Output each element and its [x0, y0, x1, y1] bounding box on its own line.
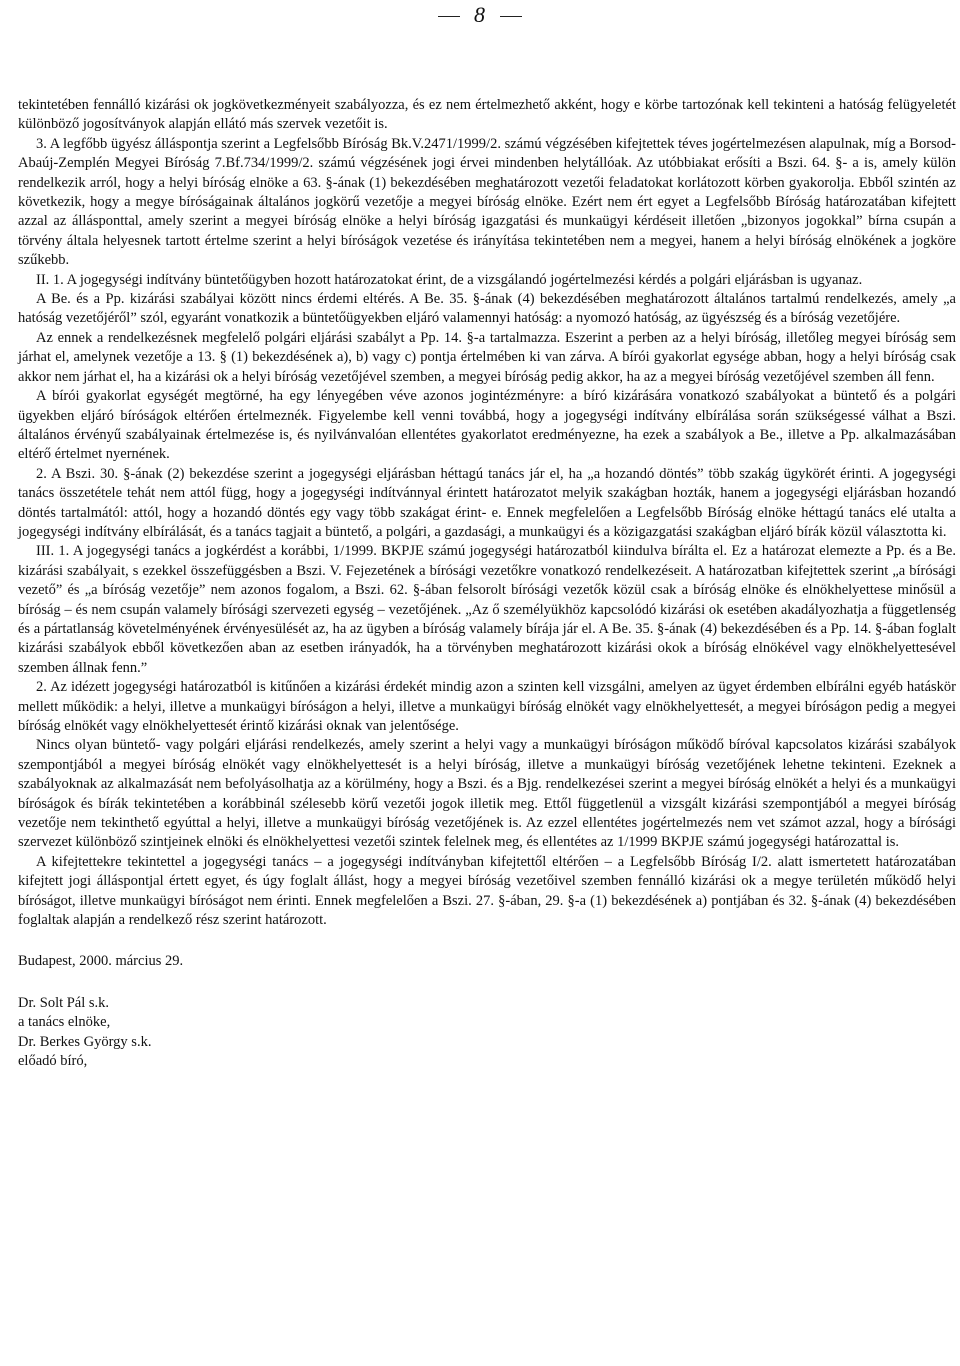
signer-1-name: Dr. Solt Pál s.k. — [18, 994, 110, 1011]
closing-block — [18, 952, 956, 1071]
paragraph: II. 1. A jogegységi indítvány büntetőügyben hozott határozatokat érint, de a vizsgálandó jogértelmezési kérdés a polgári eljárásban is ugyanaz. — [36, 271, 863, 288]
signer-2-role: előadó bíró, — [18, 1053, 88, 1070]
paragraph: Az ennek a rendelkezésnek megfelelő polgári eljárási szabályt a Pp. 14. §-a tartalmazza. Eszerint a perben az a helyi bíróság, illetőleg megyei bíróság sem járhat el, amelynek vezetője a 13. § (1) bekezdésének a), b) vagy c) pontja értelmében ki van zárva. A bírói gyakorlat egysége abban, hogy a helyi bíróság csak akkor nem járhat el, ha a kizárási ok a helyi bíróság vezetőjével szemben, a megyei bíróság pedig akkor, ha az a megyei bíróság vezetőjével szemben áll fenn. — [18, 329, 956, 385]
signer-2-name: Dr. Berkes György s.k. — [18, 1033, 152, 1050]
page-header — [0, 2, 960, 28]
paragraph: 2. Az idézett jogegységi határozatból is kitűnően a kizárási érdekét mindig azon a szinten kell vizsgálni, amelyen az ügyet érdemben elbírálni egyéb hatáskör mellett működik: a helyi, illetve a munkaügyi bíróságon a helyi, illetve a munkaügyi bíróság elnökét vagy elnökhelyettesét, a megyei bíróságon pedig a megyei bíróság elnökét vagy elnökhelyettesét érintő kizárási oknak van jelentősége. — [18, 679, 956, 734]
paragraph: A Be. és a Pp. kizárási szabályai között nincs érdemi eltérés. A Be. 35. §-ának (4) bekezdésében meghatározott általános tartalmú rendelkezés, amely „a hatóság vezetőjéről” szól, egyaránt vonatkozik a büntetőügyekben eljáró valamennyi hatóság: a nyomozó hatóság, az ügyészség és a bíróság vezetőjére. — [18, 291, 956, 327]
header-dash-left — [438, 16, 460, 17]
header-dash-right — [500, 16, 522, 17]
document-body — [18, 96, 956, 1072]
paragraph: A kifejtettekre tekintettel a jogegységi tanács – a jogegységi indítványban kifejtettől eltérően – a Legfelsőbb Bíróság I/2. alatt ismertetett határozatában kifejtett jogi álláspontjal értett egyet, és úgy foglalt állást, hogy a megyei bíróság vezetőivel szemben fennálló kizárási ok a megye területén működő helyi bíróságot, illetve munkaügyi bíróságot nem érinti. Ennek megfelelően a Bszi. 27. §-ában, 29. §-a (1) bekezdésének a) pontjában és 32. §-ának (4) bekezdésében foglaltak alapján a rendelkező rész szerint határozott. — [18, 853, 956, 929]
paragraph-list — [18, 96, 956, 930]
paragraph: tekintetében fennálló kizárási ok jogkövetkezményeit szabályozza, és ez nem értelmezhető akként, hogy e körbe tartozónak kell tekinteni a hatóság felügyeletét különböző jogosítványok alapján ellátó más szervek vezetőit is. — [18, 97, 956, 133]
paragraph: Nincs olyan büntető- vagy polgári eljárási rendelkezés, amely szerint a helyi vagy a munkaügyi bíróságon működő bíróval kapcsolatos kizárási szabályok szempontjából a megyei bíróság elnökét vagy elnökhelyettesét is a helyi bíróság, illetve a munkaügyi bíróság vezetőjének lehetne tekinteni. Ezeknek a szabályoknak az alkalmazását nem befolyásolhatja az a körülmény, hogy a Bszi. és a Bjg. rendelkezései szerint a megyei bíróság elnökét a helyi és a munkaügyi bíróságok és bírák tekintetében a korábbinál szélesebb körű vezetői jogok illetik meg. Ettől függetlenül a vizsgált kizárási szempontjából a megyei bíróság vezetője nem tekinthető egyúttal a helyi, illetve a munkaügyi bíróság vezetőjének is. Az ezzel ellentétes jogértelmezés nem vet számot azzal, hogy a bírósági szervezet különböző szintjeinek elnöki és elnökhelyettesi vezetői szintek felelnek meg, és ellentétes az 1/1999 BKPJE számú jogegységi határozattal is. — [18, 737, 956, 851]
paragraph: III. 1. A jogegységi tanács a jogkérdést a korábbi, 1/1999. BKPJE számú jogegységi határozatból kiindulva bírálta el. Ez a határozat elemezte a Pp. és a Be. kizárási szabályait, s ezekkel összefüggésben a Bszi. V. Fejezetének a bírósági vezetőkre vonatkozó rendelkezéseit. A határozatban kifejtettek szerint „a bírósági vezető” és „a bíróság vezetője” nem azonos fogalom, a Bszi. 62. §-ában felsorolt bírósági vezetők közül csak a bíróság elnöke és elnökhelyettese minősül a bíróság – és nem csupán valamely bírósági szervezeti egység – vezetőjének. „Az ő személyükhöz kapcsolódó kizárási ok esetében akadályozhatja a függetlenség és a pártatlanság követelményének érvényesülését az, ha az ügyben a bíróság valamely bírája jár el. A Be. 35. §-ának (4) bekezdésében és a Pp. 14. §-ában foglalt kizárási szabályok ebből következően aban az esetben irányadók, ha a törvényben meghatározott kizárási okok a bíróság elnökével vagy elnökhelyettesével szemben állnak fenn.” — [18, 543, 956, 676]
place-date: Budapest, 2000. március 29. — [18, 953, 184, 970]
paragraph: 3. A legfőbb ügyész álláspontja szerint a Legfelsőbb Bíróság Bk.V.2471/1999/2. számú végzésében kifejtettek téves jogértelmezésen alapulnak, míg a Borsod-Abaúj-Zemplén Megyei Bíróság 7.Bf.734/1999/2. számú végzésének jogi érvei mindenben helytállóak. Az utóbbiakat erősíti a Bszi. 64. §- a is, amely külön rendelkezik arról, hogy a helyi bíróság elnöke a 63. §-ának (1) bekezdésében meghatározott vezetői feladatokat korlátozott körben gyakorolja. Ebből szintén az következik, hogy a megye bíróságainak általános jogkörű vezetője a megyei bíróság elnöke. Ezért nem ért egyet a Legfelsőbb Bíróság határozatában kifejtett azzal az állásponttal, amely szerint a megyei bíróság elnöke a helyi bíróság igazgatási és munkaügyi kérdéseit illetően „bizonyos jogokkal” bírna csupán a törvény általa helyesnek tartott értelme szerint a helyi bíróságok vezetése és irányítása tekintetében nem a megyei, hanem a helyi bíróság elnökének a jogköre szűkebb. — [18, 135, 956, 269]
page-number: 8 — [474, 2, 486, 27]
paragraph: 2. A Bszi. 30. §-ának (2) bekezdése szerint a jogegységi eljárásban héttagú tanács jár el, ha „a hozandó döntés” több szakág ügykörét érinti. A jogegységi tanács összetétele tehát nem attól függ, hogy a jogegységi indítvánnyal érintett határozatot melyik szakágban hozták, hanem a jogegységi eljárásban hozandó döntés tartalmától: attól, hogy a hozandó döntés egy vagy több szakágat érint- e. Ennek megfelelően a Legfelsőbb Bíróság elnöke héttagú tanács elé utalta a jogegységi indítvány elbírálását, és a tanács tagjait a büntető, a polgári, a gazdasági, a munkaügyi és a közigazgatási szakágban eljáró bírák közül választotta ki. — [18, 465, 956, 540]
paragraph: A bírói gyakorlat egységét megtörné, ha egy lényegében véve azonos jogintézményre: a bíró kizárására vonatkozó szabályokat a büntető és a polgári ügyekben eljáró bíróságok eltérően értelmeznék. Figyelembe kell venni továbbá, hogy a jogegységi indítvány elbírálása során szükségessé válhat a Bszi. általános érvényű szabályainak értelmezése is, és nyilvánvalóan ellentétes gyakorlatot eredményezne, ha ezek a szabályok a Be., illetve a Pp. alkalmazásában eltérő értelmet nyernének. — [18, 388, 956, 463]
signer-1-role: a tanács elnöke, — [18, 1014, 111, 1031]
